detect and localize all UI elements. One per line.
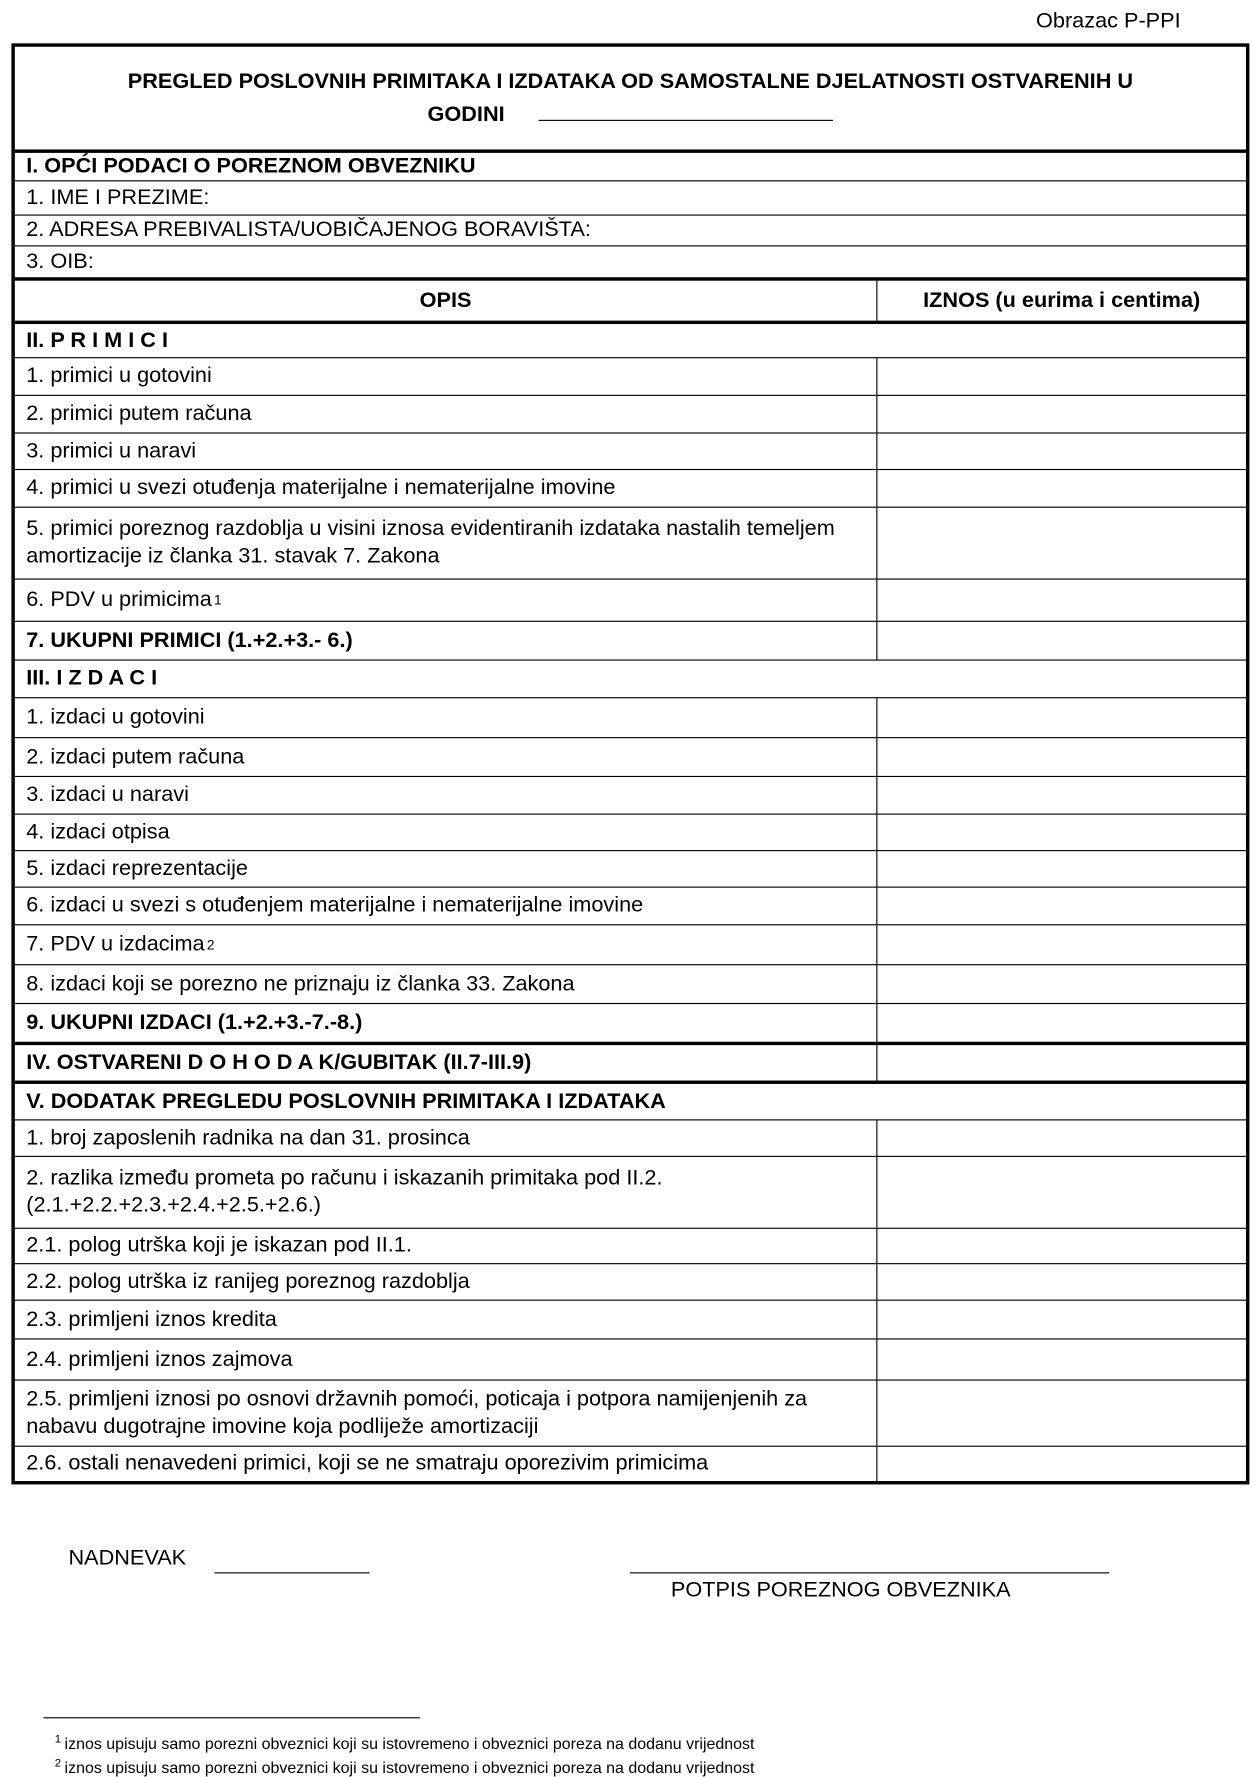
description-cell (15, 965, 876, 1003)
row-label: IV. OSTVARENI D O H O D A K/GUBITAK (II.7-III.9) (26, 1050, 532, 1075)
description-cell (15, 281, 876, 321)
table-row (15, 1379, 1246, 1445)
row-label: 1. izdaci u gotovini (26, 705, 205, 730)
amount-field[interactable] (876, 1229, 1246, 1263)
amount-field[interactable] (876, 815, 1246, 850)
table-row (15, 1156, 1246, 1228)
description-cell[interactable] (15, 181, 1246, 214)
table-row (15, 776, 1246, 814)
description-cell (15, 738, 876, 776)
description-cell (15, 698, 876, 737)
row-label: 8. izdaci koji se porezno ne priznaju iz članka 33. Zakona (26, 971, 575, 996)
row-label: 2.6. ostali nenavedeni primici, koji se ne smatraju oporezivim primicima (26, 1451, 709, 1476)
amount-column-header: IZNOS (u eurima i centima) (876, 281, 1246, 321)
footnote-mark: 2 (54, 1757, 62, 1770)
table-row (15, 245, 1246, 277)
table-row (15, 621, 1246, 660)
description-cell (15, 1120, 876, 1155)
row-label: 2.4. primljeni iznos zajmova (26, 1346, 293, 1371)
row-label: 1. IME I PREZIME: (26, 185, 210, 210)
row-label: 6. izdaci u svezi s otuđenjem materijalne i nematerijalne imovine (26, 893, 644, 918)
description-cell (15, 851, 876, 886)
description-cell (15, 324, 1246, 357)
row-label: III. I Z D A C I (26, 666, 158, 691)
row-label: V. DODATAK PREGLEDU POSLOVNIH PRIMITAKA I IZDATAKA (26, 1089, 666, 1114)
row-label: 4. primici u svezi otuđenja materijalne i nematerijalne imovine (26, 475, 616, 500)
amount-field[interactable] (876, 358, 1246, 395)
description-cell (15, 1229, 876, 1263)
row-label: 1. primici u gotovini (26, 363, 212, 388)
amount-field[interactable] (876, 470, 1246, 507)
amount-field[interactable] (876, 738, 1246, 776)
table-row (15, 1119, 1246, 1156)
table-row (15, 1042, 1246, 1081)
amount-field[interactable] (876, 965, 1246, 1003)
description-cell (15, 1045, 876, 1080)
table-row (15, 964, 1246, 1003)
footnote-text: iznos upisuju samo porezni obveznici koji su istovremeno i obveznici poreza na dodanu vrijednost (64, 1734, 755, 1753)
row-label: 5. izdaci reprezentacije (26, 856, 248, 881)
year-field[interactable] (539, 97, 833, 121)
description-cell (15, 1340, 876, 1380)
description-cell (15, 777, 876, 814)
table-row (15, 215, 1246, 246)
row-label: 2. ADRESA PREBIVALISTA/UOBIČAJENOG BORAVIŠTA: (26, 217, 591, 242)
footnote-2 (55, 1758, 755, 1776)
table-row (15, 697, 1246, 737)
description-cell (15, 153, 1246, 180)
date-field[interactable] (215, 1572, 370, 1573)
table-row (15, 578, 1246, 620)
section-header-row (15, 659, 1246, 697)
table-row (15, 395, 1246, 433)
row-label: 7. UKUPNI PRIMICI (1.+2.+3.- 6.) (26, 628, 353, 653)
row-label: 5. primici poreznog razdoblja u visini iznosa evidentiranih izdataka nastalih temeljem amortizacije iz članka 31. stavak 7. Zakona (26, 516, 835, 569)
amount-field[interactable] (876, 396, 1246, 433)
table-row (15, 850, 1246, 887)
table-row (15, 1338, 1246, 1379)
table-row (15, 180, 1246, 214)
description-cell (15, 815, 876, 850)
title-line-2: GODINI (427, 102, 505, 127)
description-cell[interactable] (15, 246, 1246, 277)
row-label: 2.1. polog utrška koji je iskazan pod II.1. (26, 1233, 412, 1258)
amount-field[interactable] (876, 622, 1246, 660)
amount-field[interactable] (876, 1264, 1246, 1299)
table-row (15, 1446, 1246, 1481)
table-row (15, 887, 1246, 925)
table-row (15, 507, 1246, 579)
amount-field[interactable] (876, 1447, 1246, 1481)
section-header-row (15, 149, 1246, 180)
title-row (15, 47, 1246, 150)
row-label: 2. primici putem računa (26, 401, 252, 426)
row-label: 2.5. primljeni iznosi po osnovi državnih pomoći, poticaja i potpora namijenjenih za nabavu dugotrajne imovine koja podliježe amortizaciji (26, 1386, 808, 1439)
signature-field[interactable] (630, 1572, 1109, 1573)
description-cell (15, 1157, 876, 1228)
table-row (15, 1228, 1246, 1263)
table-row (15, 814, 1246, 851)
amount-field[interactable] (876, 1340, 1246, 1380)
row-label: I. OPĆI PODACI O POREZNOM OBVEZNIKU (26, 154, 476, 178)
amount-field[interactable] (876, 434, 1246, 469)
description-cell: 6. PDV u primicima 1 (15, 580, 876, 621)
description-cell (15, 1264, 876, 1299)
footnote-mark: 1 (54, 1733, 62, 1746)
footnote-divider (43, 1717, 420, 1718)
row-label: 9. UKUPNI IZDACI (1.+2.+3.-7.-8.) (26, 1010, 363, 1035)
amount-field[interactable] (876, 1381, 1246, 1446)
amount-field[interactable] (876, 777, 1246, 814)
row-label: 2.3. primljeni iznos kredita (26, 1307, 277, 1331)
amount-field[interactable] (876, 580, 1246, 621)
amount-field[interactable] (876, 888, 1246, 925)
row-label: 1. broj zaposlenih radnika na dan 31. prosinca (26, 1125, 470, 1150)
table-row (15, 737, 1246, 776)
table-row (15, 1300, 1246, 1339)
form-title (15, 47, 1246, 150)
title-line-1: PREGLED POSLOVNIH PRIMITAKA I IZDATAKA OD SAMOSTALNE DJELATNOSTI OSTVARENIH U (127, 69, 1134, 94)
description-cell (15, 1447, 876, 1481)
table-row (15, 1263, 1246, 1300)
description-cell (15, 1381, 876, 1446)
amount-field[interactable] (876, 1301, 1246, 1339)
description-cell: 7. PDV u izdacima 2 (15, 925, 876, 964)
row-label: 4. izdaci otpisa (26, 819, 170, 844)
signature-label: POTPIS POREZNOG OBVEZNIKA (670, 1578, 1011, 1602)
row-label: 3. OIB: (26, 249, 94, 274)
amount-field[interactable] (876, 508, 1246, 579)
table-row (15, 924, 1246, 964)
amount-field[interactable] (876, 1120, 1246, 1155)
row-label: II. P R I M I C I (26, 328, 168, 352)
description-cell (15, 470, 876, 507)
description-cell (15, 434, 876, 469)
description-cell[interactable] (15, 216, 1246, 246)
description-cell (15, 622, 876, 660)
section-header-row (15, 1081, 1246, 1120)
row-label: OPIS (419, 288, 472, 313)
footnote-text: iznos upisuju samo porezni obveznici koji su istovremeno i obveznici poreza na dodanu vrijednost (64, 1758, 755, 1777)
form-code: Obrazac P-PPI (1036, 9, 1181, 34)
description-cell (15, 1084, 1246, 1119)
row-label: 2. izdaci putem računa (26, 744, 245, 769)
amount-field[interactable] (876, 1045, 1246, 1080)
section-header-row (15, 321, 1246, 358)
description-cell (15, 396, 876, 433)
footnote-1 (55, 1734, 755, 1752)
row-label: 3. primici u naravi (26, 438, 197, 463)
amount-field[interactable] (876, 851, 1246, 886)
row-label: 2. razlika između prometa po računu i iskazanih primitaka pod II.2. (2.1.+2.2.+2.3.+2.4.+2.5.+2.6.) (26, 1166, 663, 1218)
table-row (15, 1003, 1246, 1042)
amount-field[interactable] (876, 925, 1246, 964)
row-label: 7. PDV u izdacima (26, 932, 205, 957)
description-cell (15, 888, 876, 925)
description-cell (15, 1004, 876, 1042)
amount-field[interactable] (876, 1004, 1246, 1042)
column-header-row (15, 277, 1246, 320)
amount-field[interactable] (876, 698, 1246, 737)
description-cell (15, 1301, 876, 1339)
description-cell (15, 661, 1246, 698)
amount-field[interactable] (876, 1157, 1246, 1228)
description-cell (15, 358, 876, 395)
table-row (15, 357, 1246, 395)
description-cell (15, 508, 876, 579)
form-table (11, 43, 1249, 1484)
row-label: 6. PDV u primicima (26, 587, 212, 612)
row-label: 2.2. polog utrška iz ranijeg poreznog razdoblja (26, 1269, 470, 1294)
date-label: NADNEVAK (68, 1546, 187, 1571)
row-label: 3. izdaci u naravi (26, 782, 189, 807)
table-row (15, 432, 1246, 469)
table-row (15, 469, 1246, 507)
